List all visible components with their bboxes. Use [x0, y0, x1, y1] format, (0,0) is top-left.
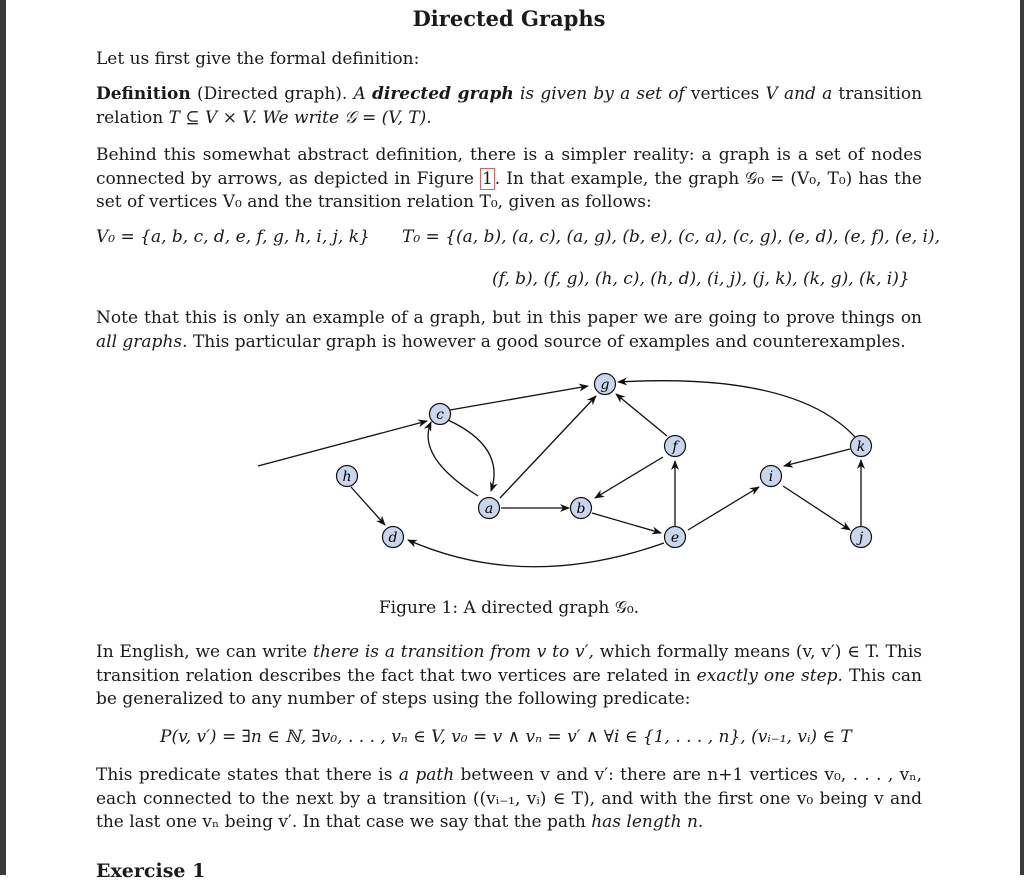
intro-paragraph: Let us first give the formal definition: [96, 49, 420, 69]
graph-intro-text-b: . In that example, the graph 𝒢₀ = (V₀, T₀) has the set of vertices V₀ and the transition relation T₀, given as follows: [96, 168, 922, 212]
node-e [665, 527, 686, 548]
definition-term: directed graph [371, 84, 514, 104]
path-text-a: This predicate states that there is [96, 765, 393, 785]
transition-text-b: there is a transition from v to v′, [313, 642, 594, 662]
edge-h-d [351, 487, 385, 525]
definition-text-1: A [353, 84, 366, 104]
viewer-left-edge [0, 0, 6, 875]
node-a [479, 498, 500, 519]
svg-text:e: e [670, 530, 680, 546]
exercise-heading: Exercise 1 [96, 860, 206, 882]
transition-text-e: This can be generalized to any number of steps using the following predicate: [96, 665, 922, 709]
node-h [337, 466, 358, 487]
transition-equation-line2: (f, b), (f, g), (h, c), (h, d), (i, j), (j, k), (k, g), (k, i)} [492, 269, 910, 289]
figure-reference-link[interactable]: 1 [481, 168, 493, 189]
svg-text:d: d [388, 530, 398, 546]
edge-f-g [616, 394, 667, 436]
path-text-c: between v and v′: there are n+1 vertices v₀, . . . , vₙ, each connected to the next by a transition ((vᵢ₋₁, vᵢ) ∈ T), and with the first one v₀ being v and the last one vₙ being v′. In that case we say that the path [96, 765, 923, 832]
edge-c-a [448, 420, 494, 491]
note-text-b: all graphs. [96, 331, 188, 352]
node-k [851, 436, 872, 457]
node-c [430, 404, 451, 425]
transition-equation-line1: T₀ = {(a, b), (a, c), (a, g), (b, e), (c, a), (c, g), (e, d), (e, f), (e, i), [402, 227, 941, 247]
definition-text-8: We write 𝒢 = (V, T). [262, 107, 432, 128]
edge-f-b [595, 457, 663, 498]
graph-intro-text-a: Behind this somewhat abstract definition, there is a simpler reality: a graph is a set of nodes connected by arrows, as depicted in Figure [96, 145, 922, 189]
edge-c-g [450, 386, 588, 410]
definition-paragraph [96, 83, 922, 130]
svg-text:f: f [672, 439, 678, 455]
node-g [595, 374, 616, 395]
svg-text:k: k [856, 439, 866, 455]
svg-text:h: h [342, 469, 352, 485]
definition-text-4: V [765, 84, 778, 104]
edge-k-i [784, 449, 850, 466]
transition-text-c: which formally means (v, v′) ∈ T. This transition relation describes the fact that two vertices are related in [96, 642, 923, 686]
viewer-right-edge [1020, 0, 1024, 875]
edge-b-e [592, 513, 661, 533]
note-paragraph [96, 307, 922, 354]
edge-h-c [258, 421, 427, 466]
edge-k-g [618, 381, 856, 438]
transition-paragraph [96, 641, 922, 712]
definition-head: Definition [96, 84, 191, 104]
path-text-b: a path [398, 765, 455, 785]
transition-text-a: In English, we can write [96, 642, 308, 662]
svg-text:j: j [858, 530, 864, 546]
path-paragraph [96, 764, 922, 835]
edge-e-d [408, 540, 664, 567]
definition-text-7: T ⊆ V × V. [168, 107, 258, 128]
definition-paren: (Directed graph). [196, 84, 348, 104]
node-b [571, 498, 592, 519]
section-title: Directed Graphs [412, 6, 606, 31]
path-text-d: has length n. [591, 812, 704, 832]
edge-a-g [500, 396, 596, 498]
svg-text:b: b [576, 501, 586, 517]
path-predicate-equation: P(v, v′) = ∃n ∈ ℕ, ∃v₀, . . . , vₙ ∈ V, v₀ = v ∧ vₙ = v′ ∧ ∀i ∈ {1, . . . , n}, (vᵢ₋₁, vᵢ) ∈ T [160, 727, 852, 747]
definition-text-6: transition relation [96, 84, 923, 128]
node-i [761, 466, 782, 487]
svg-text:c: c [436, 407, 444, 423]
graph-intro-paragraph [96, 144, 922, 215]
node-d [383, 527, 404, 548]
graph-svg [226, 362, 866, 572]
figure-caption: Figure 1: A directed graph 𝒢₀. [378, 598, 640, 618]
definition-text-5: and a [783, 84, 833, 104]
svg-text:g: g [600, 377, 610, 393]
definition-text-3: vertices [690, 84, 760, 104]
graph-nodes [337, 374, 872, 548]
note-text-c: This particular graph is however a good source of examples and counterexamples. [192, 331, 906, 352]
vertex-set-equation: V₀ = {a, b, c, d, e, f, g, h, i, j, k} [96, 227, 370, 247]
svg-text:i: i [768, 469, 774, 485]
edge-e-i [688, 487, 759, 530]
edge-i-j [783, 486, 850, 530]
definition-text-2: is given by a set of [519, 84, 685, 104]
note-text-a: Note that this is only an example of a graph, but in this paper we are going to prove things on [96, 308, 922, 328]
svg-text:a: a [484, 501, 494, 517]
transition-text-d: exactly one step. [696, 665, 843, 686]
node-f [665, 436, 686, 457]
node-j [851, 527, 872, 548]
document-page [96, 0, 941, 882]
graph-figure [226, 362, 866, 572]
